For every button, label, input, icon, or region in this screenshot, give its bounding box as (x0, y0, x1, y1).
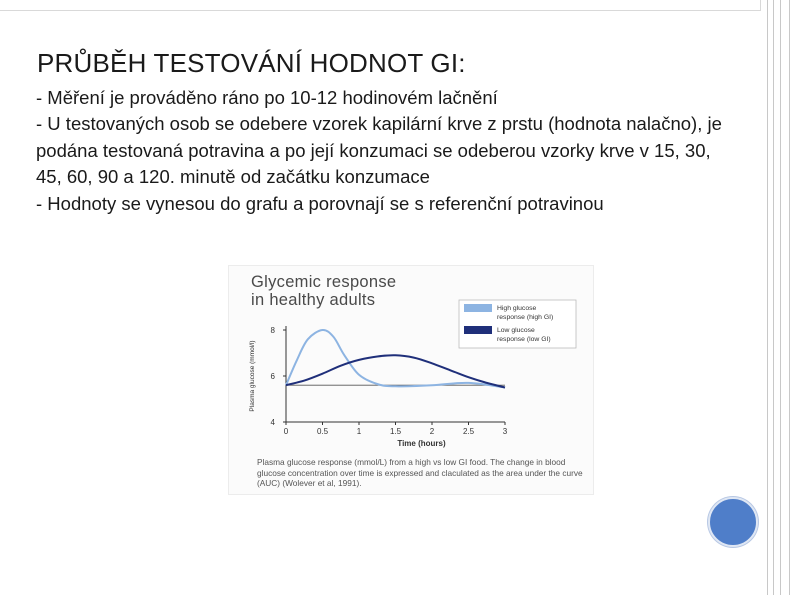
x-tick-label: 0 (283, 427, 289, 436)
legend-label-low-gi: Low glucose response (low GI) (497, 327, 551, 343)
x-tick-label: 1.5 (389, 427, 402, 436)
glycemic-response-figure (228, 265, 594, 495)
x-tick-label: 1 (356, 427, 362, 436)
x-tick-label: 2.5 (462, 427, 475, 436)
figure-caption: Plasma glucose response (mmol/L) from a high vs low GI food. The change in blood glucose concentration over time is expressed and claculated as the area under the curve (AUC) (Wolever et al, 1991). (257, 457, 583, 489)
legend-swatch-high-gi (464, 304, 492, 312)
figure-title-line-1: Glycemic response (251, 273, 397, 291)
y-tick-label: 4 (270, 418, 275, 427)
x-tick-label: 3 (502, 427, 508, 436)
x-axis-label: Time (hours) (397, 439, 446, 448)
slide-frame-right (764, 0, 794, 595)
bullet-2: - U testovaných osob se odebere vzorek kapilární krve z prstu (hodnota nalačno), je podána testovaná potravina a po její konzumaci se odeberou vzorky krve v 15, 30, 45, 60, 90 a 120. minutě od začátku konzumace (36, 113, 722, 188)
slide-body (36, 85, 741, 217)
figure-title-line-2: in healthy adults (251, 291, 376, 309)
bullet-1: - Měření je prováděno ráno po 10-12 hodinovém lačnění (36, 87, 498, 108)
legend-label-high-gi: High glucose response (high GI) (497, 305, 554, 321)
decorative-circle (708, 497, 758, 547)
y-axis-label: Plasma glucose (mmol/l) (249, 340, 256, 412)
bullet-3: - Hodnoty se vynesou do grafu a porovnají se s referenční potravinou (36, 192, 604, 214)
slide-title: PRŮBĚH TESTOVÁNÍ HODNOT GI: (37, 48, 466, 78)
x-tick-label: 0.5 (316, 427, 329, 436)
x-tick-label: 2 (429, 427, 435, 436)
legend-swatch-low-gi (464, 326, 492, 334)
y-tick-label: 8 (270, 326, 275, 335)
slide-frame-top (0, 0, 761, 11)
y-tick-label: 6 (270, 372, 275, 381)
